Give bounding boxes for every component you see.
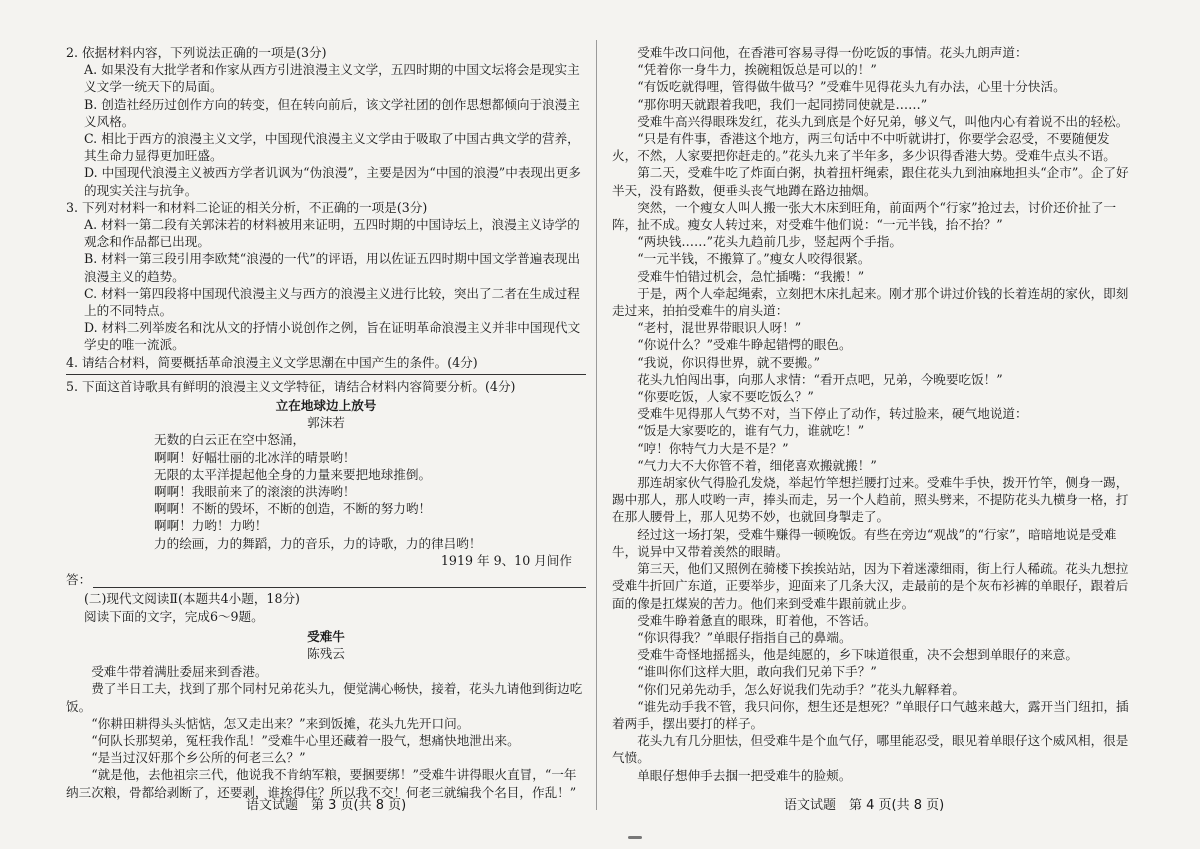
poem-date: 1919 年 9、10 月间作 xyxy=(440,552,572,568)
q3-option-d: D. 材料二列举废名和沈从文的抒情小说创作之例，旨在证明革命浪漫主义并非中国现代文学史的唯一流派。 xyxy=(84,320,581,353)
story-paragraph: “你识得我？”单眼仔指指自己的鼻端。 xyxy=(637,629,852,645)
page-footer-right: 语文试题 第 4 页(共 8 页) xyxy=(784,798,945,813)
q5-answer-line[interactable] xyxy=(93,573,586,588)
reading-instruction: 阅读下面的文字，完成6～9题。 xyxy=(84,608,264,624)
poem-author: 郭沫若 xyxy=(307,415,345,431)
poem-line: 无限的太平洋提起他全身的力量来要把地球推倒。 xyxy=(154,466,432,482)
story-paragraph: 经过这一场打架，受难牛赚得一顿晚饭。有些在旁边“观战”的“行家”，暗暗地说是受难牛，说异中又带着羡然的眼睛。 xyxy=(612,526,1117,559)
q2-option-a: A. 如果没有大批学者和作家从西方引进浪漫主义文学，五四时期的中国文坛将会是现实主义文学一统天下的局面。 xyxy=(84,62,580,95)
column-divider xyxy=(596,40,597,810)
story-paragraph: “谁叫你们这样大胆，敢向我们兄弟下手？” xyxy=(637,664,877,680)
story-paragraph: 受难牛怕错过机会，急忙插嘴：“我搬！” xyxy=(637,268,865,284)
story-paragraph: “只是有件事，香港这个地方，两三句话中不中听就讲打，你要学会忍受，不要随便发火，不然，人家要把你赶走的。”花头九来了半年多，多少识得香港大势。受难牛点头不语。 xyxy=(612,131,1116,164)
story-paragraph: 突然，一个瘦女人叫人搬一张大木床到旺角，前面两个“行家”抢过去，讨价还价扯了一阵，扯不成。瘦女人转过来，对受难牛他们说：“一元半钱，抬不抬？” xyxy=(612,199,1117,233)
q3-stem: 3. 下列对材料一和材料二论证的相关分析，不正确的一项是(3分) xyxy=(66,199,428,215)
story-paragraph: “就是他，去他祖宗三代，他说我不肯纳军粮，要捆要绑！”受难牛讲得眼火直冒，“一年纳三次粮，骨都给剥断了，还要剥，谁挨得住？所以我不交！何老三就编我个名目，作乱！” xyxy=(66,767,577,800)
scan-mark xyxy=(628,836,642,839)
story-paragraph: “我说，你识得世界，就不要搬。” xyxy=(637,354,821,370)
story-author: 陈残云 xyxy=(307,645,345,661)
story-paragraph: 受难牛改口问他，在香港可容易寻得一份吃饭的事情。花头九朗声道： xyxy=(637,45,1028,60)
q3-option-b: B. 材料一第三段引用李欧梵“浪漫的一代”的评语，用以佐证五四时期中国文学普遍表现出浪漫主义的趋势。 xyxy=(84,251,581,284)
q3-option-c: C. 材料一第四段将中国现代浪漫主义与西方的浪漫主义进行比较，突出了二者在生成过程上的不同特点。 xyxy=(84,285,580,319)
story-paragraph: “一元半钱，不搬算了。”瘦女人咬得很紧。 xyxy=(637,251,871,267)
story-paragraph: “你要吃饭，人家不要吃饭么？” xyxy=(637,389,814,405)
story-paragraph: “你耕田耕得头头惦惦，怎又走出来？”来到饭摊，花头九先开口问。 xyxy=(91,715,470,731)
story-paragraph: “谁先动手我不管，我只问你，想生还是想死？”单眼仔口气越来越大，露开当门纽扣，插着两手，摆出要打的样子。 xyxy=(612,698,1129,731)
q2-option-d: D. 中国现代浪漫主义被西方学者讥讽为“伪浪漫”，主要是因为“中国的浪漫”中表现出更多的现实关注与抗争。 xyxy=(84,165,581,198)
q5-stem: 5. 下面这首诗歌具有鲜明的浪漫主义文学特征，请结合材料内容简要分析。(4分) xyxy=(66,378,516,394)
story-paragraph: “你说什么？”受难牛睁起错愕的眼色。 xyxy=(637,337,852,353)
story-paragraph: 受难牛奇怪地摇摇头，他是纯愿的，乡下味道很重，决不会想到单眼仔的来意。 xyxy=(637,647,1078,663)
story-paragraph: “气力大不大你管不着，细佬喜欢搬就搬！” xyxy=(637,457,877,473)
story-paragraph: “凭着你一身牛力，挨碗粗饭总是可以的！” xyxy=(637,62,877,78)
story-paragraph: 于是，两个人牵起绳索，立刻把木床扎起来。刚才那个讲过价钱的长着连胡的家伙，即刻走过来，拍拍受难牛的肩头道： xyxy=(612,285,1129,319)
page-footer-left: 语文试题 第 3 页(共 8 页) xyxy=(246,798,407,813)
story-paragraph: “是当过汉奸那个乡公所的何老三么？” xyxy=(91,750,306,766)
story-paragraph: “你们兄弟先动手，怎么好说我们先动手？”花头九解释着。 xyxy=(637,681,965,697)
poem-title: 立在地球边上放号 xyxy=(275,398,377,414)
story-paragraph: 受难牛睁着惫直的眼珠，盯着他，不答话。 xyxy=(637,612,877,628)
story-paragraph: 受难牛见得那人气势不对，当下停止了动作，转过脸来，硬气地说道： xyxy=(637,406,1028,422)
story-paragraph: “何队长那契弟，冤枉我作乱！”受难牛心里还藏着一股气，想痛快地泄出来。 xyxy=(91,732,520,748)
section-heading: (二)现代文阅读Ⅱ(本题共4小题，18分) xyxy=(84,591,300,607)
story-paragraph: 第二天，受难牛吃了炸面白粥，执着扭杆绳索，跟住花头九到油麻地担头“企市”。企了好半天，没有路数，便垂头丧气地蹲在路边抽烟。 xyxy=(612,165,1129,198)
left-column xyxy=(66,44,586,804)
poem-line: 力的绘画，力的舞蹈，力的音乐，力的诗歌，力的律吕哟！ xyxy=(154,535,482,551)
story-paragraph: “有饭吃就得哩，管得做牛做马？”受难牛见得花头九有办法，心里十分快活。 xyxy=(637,79,1066,95)
q5-answer-row[interactable] xyxy=(66,571,586,588)
story-paragraph: 那连胡家伙气得脸孔发烧，举起竹竿想拦腰打过来。受难牛手快，拨开竹竿，侧身一踢，踢中那人，那人哎哟一声，捧头而走，另一个人趋前，照头劈来，不提防花头九横身一格，打在那人腰骨上，那人见势不妙，也就回身掣走了。 xyxy=(612,475,1129,525)
story-paragraph: 受难牛高兴得眼珠发红，花头九到底是个好兄弟，够义气，叫他内心有着说不出的轻松。 xyxy=(637,113,1129,129)
story-paragraph: “老村，混世界带眼识人呀！” xyxy=(637,320,802,336)
story-paragraph: “饭是大家要吃的，谁有气力，谁就吃！” xyxy=(637,423,865,439)
q4-answer-line[interactable] xyxy=(66,372,586,375)
q4-stem: 4. 请结合材料，简要概括革命浪漫主义文学思潮在中国产生的条件。(4分) xyxy=(66,354,478,370)
story-paragraph: 费了半日工夫，找到了那个同村兄弟花头九，便觉满心畅快，接着，花头九请他到街边吃饭。 xyxy=(66,681,583,714)
story-paragraph: “那你明天就跟着我吧，我们一起同捞同使就是……” xyxy=(637,96,928,112)
poem-line: 啊啊！不断的毁坏，不断的创造，不断的努力哟！ xyxy=(154,501,432,517)
q3-option-a: A. 材料一第二段有关郭沫若的材料被用来证明，五四时期的中国诗坛上，浪漫主义诗学的观念和作品都已出现。 xyxy=(84,217,580,250)
story-paragraph: 单眼仔想伸手去掴一把受难牛的脸颊。 xyxy=(637,767,852,783)
story-paragraph: “两块钱……”花头九趋前几步，竖起两个手指。 xyxy=(637,234,902,250)
story-paragraph: 花头九有几分胆怯，但受难牛是个血气仔，哪里能忍受，眼见着单眼仔这个威风相，很是气愤。 xyxy=(612,733,1129,766)
q2-stem: 2. 依据材料内容，下列说法正确的一项是(3分) xyxy=(66,45,327,60)
q2-option-b: B. 创造社经历过创作方向的转变，但在转向前后，该文学社团的创作思想都倾向于浪漫主义风格。 xyxy=(84,96,580,129)
story-paragraph: 花头九怕闯出事，向那人求情：“看开点吧，兄弟，今晚要吃饭！” xyxy=(637,371,1003,387)
story-paragraph: 第三天，他们又照例在骑楼下挨挨站站，因为下着迷濛细雨，街上行人稀疏。花头九想拉受难牛折回广东道，正要举步，迎面来了几条大汉，走最前的是个灰布衫裤的单眼仔，跟着后面的像是扛煤炭的苦力。他们来到受难牛跟前就止步。 xyxy=(612,561,1129,611)
answer-label: 答： xyxy=(66,572,92,588)
q2-option-c: C. 相比于西方的浪漫主义文学，中国现代浪漫主义文学由于吸取了中国古典文学的营养，其生命力显得更加旺盛。 xyxy=(84,131,580,164)
story-paragraph: 受难牛带着满肚委屈来到香港。 xyxy=(91,664,268,680)
story-title: 受难牛 xyxy=(307,628,345,644)
poem-line: 无数的白云正在空中怒涌， xyxy=(154,432,306,448)
poem-line: 啊啊！好幅壮丽的北冰洋的晴景哟！ xyxy=(154,449,356,465)
story-paragraph: “哼！你特气力大是不是？” xyxy=(637,440,789,456)
right-column xyxy=(612,44,1132,804)
poem-line: 啊啊！力哟！力哟！ xyxy=(154,518,268,534)
poem-line: 啊啊！我眼前来了的滚滚的洪涛哟！ xyxy=(154,484,356,500)
